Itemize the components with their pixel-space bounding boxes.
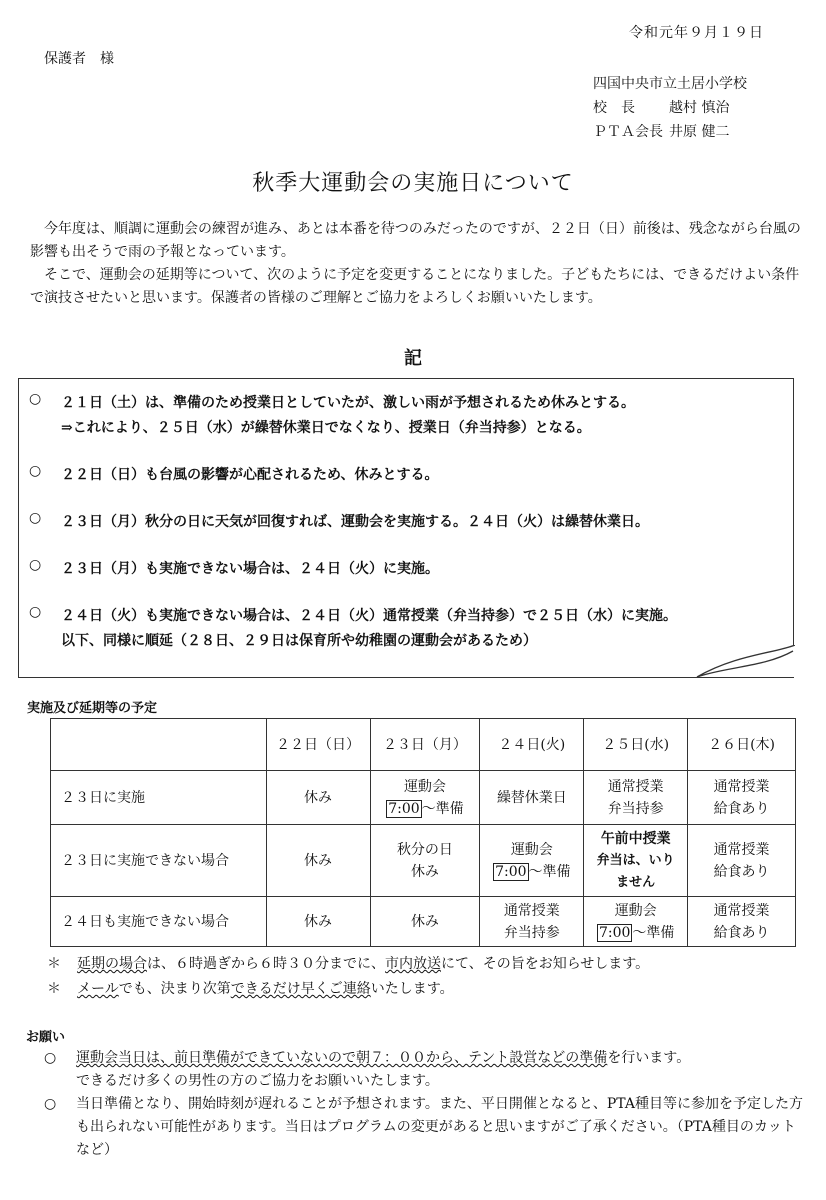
table-cell: 休み [370, 897, 480, 947]
request-item [44, 1093, 804, 1162]
cell-line: 弁当持参 [607, 800, 664, 817]
request-item [44, 1047, 804, 1093]
time-box: 7:00 [598, 924, 631, 941]
notice-line: ⇒これにより、２５日（水）が繰替休業日でなくなり、授業日（弁当持参）となる。 [61, 420, 591, 436]
note-text: 市内放送 [385, 956, 441, 972]
circle-bullet-icon: ○ [29, 391, 42, 407]
cell-line: ～準備 [632, 924, 675, 941]
asterisk-icon: ＊ [47, 981, 61, 997]
intro-paragraph-2: そこで、運動会の延期等について、次のように予定を変更することになりました。子どもたちには、できるだけよい条件で演技させたいと思います。保護者の皆様のご理解とご協力をよろしくお願いいたします。 [30, 267, 800, 306]
cell-line: 弁当持参 [503, 924, 560, 941]
table-cell [688, 771, 796, 825]
addressee [44, 48, 114, 68]
circle-bullet-icon: ○ [44, 1096, 57, 1112]
schedule-table [50, 718, 796, 947]
cell-line: 通常授業 [713, 841, 770, 858]
cell-line: 秋分の日 [396, 841, 453, 858]
cell-line: 給食あり [713, 863, 770, 880]
request-text: できるだけ多くの男性の方のご協力をお願いいたします。 [76, 1073, 439, 1089]
request-text: 運動会当日は、前日準備ができていないので朝７：００から、テント設営などの準備 [76, 1050, 608, 1066]
addressee-honorific: 様 [100, 51, 114, 67]
circle-bullet-icon: ○ [29, 604, 42, 620]
column-header: ２５日(水) [584, 719, 688, 771]
circle-bullet-icon: ○ [44, 1050, 57, 1066]
note-text: メール [77, 981, 119, 997]
table-cell [370, 771, 480, 825]
table-row [51, 825, 796, 897]
table-corner-cell [51, 719, 267, 771]
request-text: を行います。 [607, 1050, 691, 1066]
notice-item [29, 391, 783, 441]
row-label: ２４日も実施できない場合 [51, 897, 267, 947]
note-text: でも、決まり次第 [118, 981, 231, 997]
table-cell [688, 897, 796, 947]
table-cell [480, 897, 584, 947]
notice-line: ２２日（日）も台風の影響が心配されるため、休みとする。 [61, 467, 439, 483]
column-header: ２４日(火) [480, 719, 584, 771]
note-text: 延期の場合 [77, 956, 147, 972]
cell-line: 運動会 [403, 778, 446, 795]
notice-line: ２４日（火）も実施できない場合は、２４日（火）通常授業（弁当持参）で２５日（水）に実施。 [61, 608, 677, 624]
note-item [47, 952, 649, 977]
column-header: ２２日（日） [266, 719, 370, 771]
intro-paragraph-1: 今年度は、順調に運動会の練習が進み、あとは本番を待つのみだったのですが、２２日（日）前後は、残念ながら台風の影響も出そうで雨の予報となっています。 [30, 221, 801, 260]
table-row [51, 771, 796, 825]
principal-role: 校 長 [593, 100, 635, 116]
document-title: 秋季大運動会の実施日について [252, 171, 574, 196]
notice-item [29, 510, 783, 535]
cell-line: ～準備 [528, 863, 571, 880]
table-header-row [51, 719, 796, 771]
note-text: いたします。 [370, 981, 454, 997]
ki-heading: 記 [404, 348, 422, 369]
cell-line: 通常授業 [713, 902, 770, 919]
cell-line: 運動会 [614, 902, 657, 919]
sender-block [593, 72, 747, 144]
pta-role: ＰＴＡ会長 [593, 124, 663, 140]
notice-item [29, 463, 783, 488]
request-block [44, 1047, 804, 1162]
page-curl-icon [695, 645, 795, 679]
table-cell: 休み [266, 897, 370, 947]
intro-text [30, 218, 805, 310]
note-item [47, 977, 649, 1002]
time-box: 7:00 [388, 800, 420, 817]
cell-line: 弁当は、いり [596, 852, 675, 868]
cell-line: 給食あり [713, 924, 770, 941]
table-cell [370, 825, 480, 897]
cell-line: 休み [410, 863, 439, 880]
table-cell [584, 771, 688, 825]
table-row [51, 897, 796, 947]
note-text: にて、その旨をお知らせします。 [441, 956, 650, 972]
cell-line: 通常授業 [713, 778, 770, 795]
notice-list [29, 391, 783, 654]
request-heading: お願い [26, 1030, 66, 1045]
notice-line: 以下、同様に順延（２８日、２９日は保育所や幼稚園の運動会があるため） [61, 633, 537, 649]
table-cell [584, 897, 688, 947]
request-text: 当日準備となり、開始時刻が遅れることが予想されます。また、平日開催となると、PTA種目等に参加を予定した方も出られない可能性があります。当日はプログラムの変更があると思いますがご了承ください。（PTA種目のカットなど） [76, 1096, 803, 1158]
circle-bullet-icon: ○ [29, 463, 42, 479]
school-name: 四国中央市立土居小学校 [593, 76, 747, 92]
cell-line: 午前中授業 [600, 830, 671, 847]
cell-line: 通常授業 [607, 778, 664, 795]
notice-line: ２３日（月）も実施できない場合は、２４日（火）に実施。 [61, 561, 439, 577]
table-cell [584, 825, 688, 897]
row-label: ２３日に実施 [51, 771, 267, 825]
notice-item [29, 604, 783, 654]
cell-line: 給食あり [713, 800, 770, 817]
notice-line: ２１日（土）は、準備のため授業日としていたが、激しい雨が予想されるため休みとする。 [61, 395, 635, 411]
table-cell: 休み [266, 825, 370, 897]
row-label: ２３日に実施できない場合 [51, 825, 267, 897]
cell-line: ません [616, 874, 656, 890]
principal-name: 越村 慎治 [669, 100, 730, 116]
notice-item [29, 557, 783, 582]
cell-line: ～準備 [421, 800, 464, 817]
pta-name: 井原 健二 [669, 124, 730, 140]
addressee-label: 保護者 [44, 51, 86, 67]
note-text: は、６時過ぎから６時３０分までに、 [147, 956, 385, 972]
table-cell: 繰替休業日 [480, 771, 584, 825]
column-header: ２３日（月） [370, 719, 480, 771]
schedule-heading: 実施及び延期等の予定 [27, 701, 158, 716]
notes-block [47, 952, 649, 1002]
column-header: ２６日(木) [688, 719, 796, 771]
circle-bullet-icon: ○ [29, 557, 42, 573]
table-cell [688, 825, 796, 897]
table-cell [480, 825, 584, 897]
note-text: できるだけ早くご連絡 [230, 981, 371, 997]
document-date: 令和元年９月１９日 [629, 25, 764, 41]
circle-bullet-icon: ○ [29, 510, 42, 526]
cell-line: 運動会 [510, 841, 553, 858]
notice-box [18, 378, 794, 678]
time-box: 7:00 [495, 863, 527, 880]
cell-line: 通常授業 [503, 902, 560, 919]
table-cell: 休み [266, 771, 370, 825]
asterisk-icon: ＊ [47, 956, 61, 972]
notice-line: ２３日（月）秋分の日に天気が回復すれば、運動会を実施する。２４日（火）は繰替休業日。 [61, 514, 649, 530]
